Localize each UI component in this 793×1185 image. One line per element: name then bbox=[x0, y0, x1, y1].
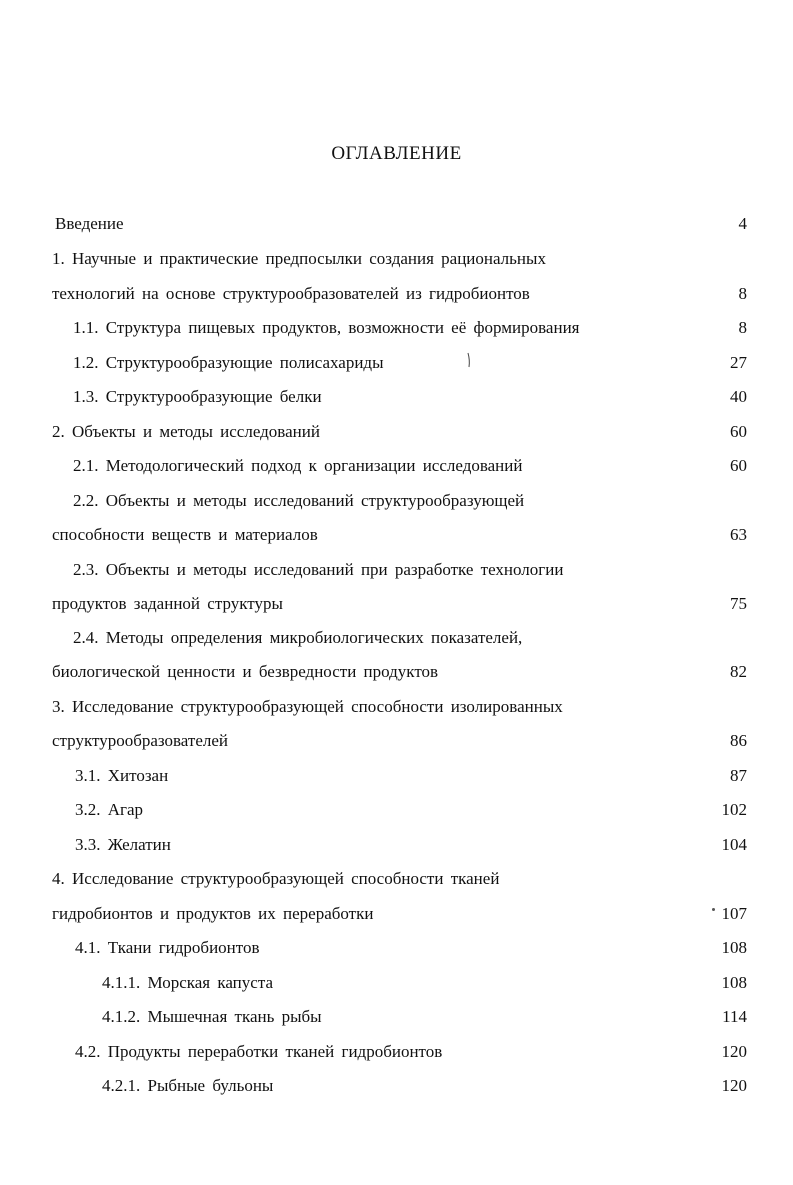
toc-entry bbox=[0, 1076, 793, 1100]
toc-entry-text: 1.2. Структурообразующие полисахариды bbox=[73, 353, 384, 372]
toc-entry bbox=[0, 662, 793, 686]
toc-entry bbox=[0, 1042, 793, 1066]
toc-entry-text: продуктов заданной структуры bbox=[52, 594, 283, 613]
toc-entry-text: 2.3. Объекты и методы исследований при разработке технологии bbox=[73, 560, 564, 579]
toc-entry bbox=[0, 560, 793, 584]
toc-entry bbox=[0, 318, 793, 342]
pen-stroke-mark bbox=[466, 352, 472, 368]
toc-entry-text: 1.1. Структура пищевых продуктов, возможности её формирования bbox=[73, 318, 580, 337]
toc-entry-text: 4.2. Продукты переработки тканей гидробионтов bbox=[75, 1042, 443, 1061]
toc-entry-text: 3.2. Агар bbox=[75, 800, 144, 819]
toc-entry-text: 4.1.2. Мышечная ткань рыбы bbox=[102, 1007, 322, 1026]
toc-entry-text: биологической ценности и безвредности продуктов bbox=[52, 662, 439, 681]
toc-entry bbox=[0, 835, 793, 859]
toc-entry bbox=[0, 353, 793, 377]
toc-entry bbox=[0, 766, 793, 790]
toc-entry bbox=[0, 731, 793, 755]
toc-entry bbox=[0, 628, 793, 652]
toc-entry-page: 87 bbox=[730, 766, 747, 785]
toc-entry bbox=[0, 1007, 793, 1031]
toc-entry-text: 4.1.1. Морская капуста bbox=[102, 973, 274, 992]
toc-entry-text: 3.3. Желатин bbox=[75, 835, 171, 854]
toc-entry-page: 114 bbox=[722, 1007, 747, 1026]
toc-entry-page: 120 bbox=[721, 1042, 747, 1061]
toc-entry-text: 2.4. Методы определения микробиологических показателей, bbox=[73, 628, 523, 647]
toc-entry bbox=[0, 387, 793, 411]
toc-entry-text: Введение bbox=[55, 214, 124, 233]
toc-entry bbox=[0, 525, 793, 549]
toc-entry-page: 104 bbox=[721, 835, 747, 854]
toc-entry-text: способности веществ и материалов bbox=[52, 525, 318, 544]
toc-entry-text: 3. Исследование структурообразующей способности изолированных bbox=[52, 697, 563, 716]
toc-entry-text: структурообразователей bbox=[52, 731, 229, 750]
toc-entry bbox=[0, 973, 793, 997]
toc-entry-text: 4.1. Ткани гидробионтов bbox=[75, 938, 260, 957]
toc-entry bbox=[0, 214, 793, 238]
toc-entry-text: 3.1. Хитозан bbox=[75, 766, 169, 785]
toc-entry-text: 4.2.1. Рыбные бульоны bbox=[102, 1076, 274, 1095]
toc-entry bbox=[0, 938, 793, 962]
toc-entry bbox=[0, 800, 793, 824]
toc-entry-page: 8 bbox=[738, 318, 747, 337]
toc-entry-page: 86 bbox=[730, 731, 747, 750]
page-title: ОГЛАВЛЕНИЕ bbox=[331, 143, 462, 164]
toc-entry-page: 63 bbox=[730, 525, 747, 544]
toc-entry bbox=[0, 904, 793, 928]
toc-entry bbox=[0, 697, 793, 721]
toc-entry bbox=[0, 284, 793, 308]
toc-entry-text: 2. Объекты и методы исследований bbox=[52, 422, 320, 441]
toc-entry bbox=[0, 456, 793, 480]
toc-entry-text: технологий на основе структурообразователей из гидробионтов bbox=[52, 284, 530, 303]
toc-entry-page: 82 bbox=[730, 662, 747, 681]
toc-entry-page: 102 bbox=[721, 800, 747, 819]
toc-entry-text: 1. Научные и практические предпосылки создания рациональных bbox=[52, 249, 546, 268]
toc-entry-page: 60 bbox=[730, 422, 747, 441]
scan-speck bbox=[712, 908, 715, 911]
toc-entry-page: 4 bbox=[738, 214, 747, 233]
toc-entry-text: 1.3. Структурообразующие белки bbox=[73, 387, 322, 406]
toc-entry-page: 27 bbox=[730, 353, 747, 372]
toc-entry bbox=[0, 869, 793, 893]
toc-entry-text: гидробионтов и продуктов их переработки bbox=[52, 904, 374, 923]
toc-entry-page: 60 bbox=[730, 456, 747, 475]
toc-entry-page: 40 bbox=[730, 387, 747, 406]
toc-entry bbox=[0, 594, 793, 618]
toc-entry-page: 108 bbox=[721, 938, 747, 957]
toc-entry-page: 120 bbox=[721, 1076, 747, 1095]
toc-entry-page: 108 bbox=[721, 973, 747, 992]
toc-entry bbox=[0, 422, 793, 446]
toc-entry-text: 2.2. Объекты и методы исследований структурообразующей bbox=[73, 491, 525, 510]
toc-entry-text: 2.1. Методологический подход к организации исследований bbox=[73, 456, 523, 475]
toc-entry-page: 8 bbox=[738, 284, 747, 303]
toc-entry-page: 75 bbox=[730, 594, 747, 613]
toc-entry bbox=[0, 249, 793, 273]
toc-entry-text: 4. Исследование структурообразующей способности тканей bbox=[52, 869, 500, 888]
toc-entry bbox=[0, 491, 793, 515]
toc-entry-page: 107 bbox=[721, 904, 747, 923]
